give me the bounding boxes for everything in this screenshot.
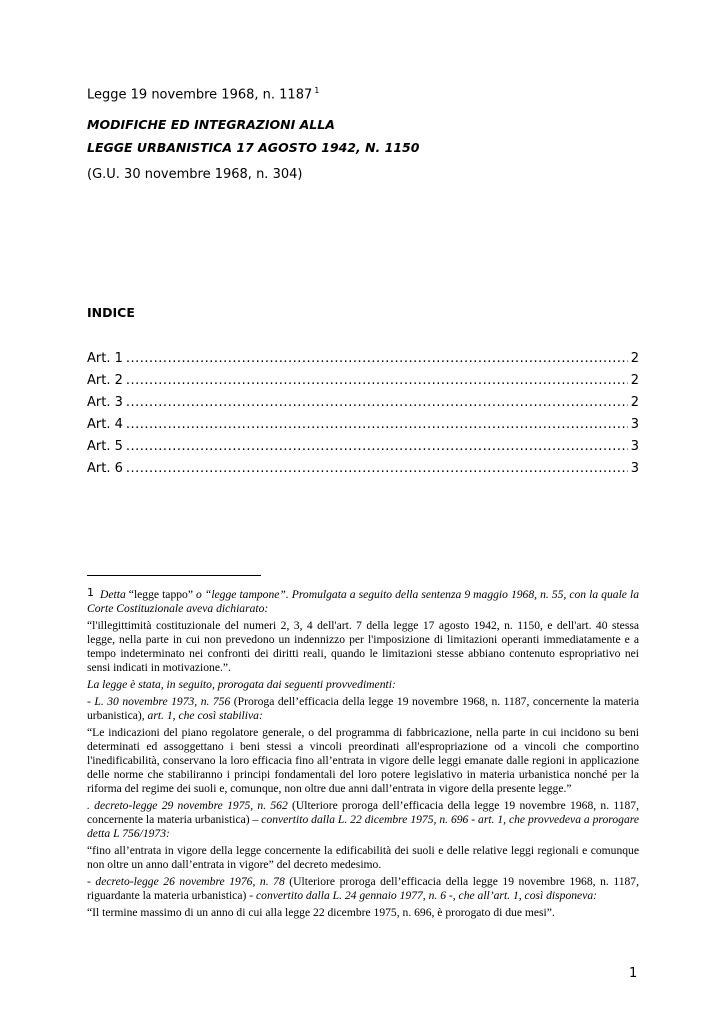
toc-entry-page: 3 — [630, 417, 639, 432]
toc-leader-dots — [126, 395, 628, 410]
footnote-quote-1976: “Il termine massimo di un anno di cui alla legge 22 dicembre 1975, n. 696, è prorogato di due mesi”. — [87, 906, 555, 919]
toc-entry-art-5[interactable] — [87, 439, 639, 454]
document-subtitle-line-1: MODIFICHE ED INTEGRAZIONI ALLA — [87, 117, 335, 132]
toc-entry-label: Art. 4 — [87, 417, 123, 432]
toc-entry-page: 2 — [630, 395, 639, 410]
footnote-quote-court-ruling: “l'illegittimità costituzionale del numeri 2, 3, 4 dell'art. 7 della legge 17 agosto 1942, n. 1150, e dell'art. 40 stessa legge, nella parte in cui non prevedono un indennizzo per l'imposizione di limitazioni operanti immediatamente e a tempo indeterminato nei confronti dei diritti reali, quando le limitazioni stesse abbiano contenuto espropriativo nei sensi indicati in motivazione.”. — [87, 619, 639, 674]
footnote-block — [87, 586, 639, 923]
toc-entry-label: Art. 5 — [87, 439, 123, 454]
document-subtitle-line-2: LEGGE URBANISTICA 17 AGOSTO 1942, N. 1150 — [87, 140, 420, 155]
law-title — [87, 86, 319, 102]
toc-leader-dots — [126, 461, 628, 476]
index-heading: INDICE — [87, 305, 135, 320]
toc-entry-label: Art. 6 — [87, 461, 123, 476]
toc-entry-label: Art. 3 — [87, 395, 123, 410]
footnote-quote-1973: “Le indicazioni del piano regolatore generale, o del programma di fabbricazione, nella parte in cui incidono su beni determinati ed assoggettano i beni stessi a vincoli preordinati all'espropriazione od a vincoli che comportino l'inedificabilità, conservano la loro efficacia fino all’entrata in vigore delle leggi emanate dalle regioni in applicazione delle norme che stabiliranno i principi fondamentali del loro potere legislativo in materia urbanistica nonché per la riforma del regime dei suoli e, comunque, non oltre due anni dall’entrata in vigore della presente legge.” — [87, 726, 639, 795]
footnote-prorogation-intro: La legge è stata, in seguito, prorogata dai seguenti provvedimenti: — [87, 678, 396, 691]
page-number: 1 — [629, 966, 638, 981]
toc-entry-label: Art. 1 — [87, 351, 123, 366]
toc-entry-page: 3 — [630, 461, 639, 476]
footnote-prorogation-item-1: - L. 30 novembre 1973, n. 756 (Proroga dell’efficacia della legge 19 novembre 1968, n. 1187, concernente la materia urbanistica), art. 1, che così stabiliva: — [87, 695, 639, 722]
footnote-prorogation-item-2: . decreto-legge 29 novembre 1975, n. 562 (Ulteriore proroga dell’efficacia della legge 19 novembre 1968, n. 1187, concernente la materia urbanistica) – convertito dalla L. 22 dicembre 1975, n. 696 - art. 1, che provvedeva a prorogare detta L 756/1973: — [87, 799, 640, 840]
footnote-intro: 1 Detta “legge tappo” o “legge tampone”. Promulgata a seguito della sentenza 9 maggio 1968, n. 55, con la quale la Corte Costituzionale aveva dichiarato: — [87, 586, 639, 615]
toc-leader-dots — [126, 373, 628, 388]
footnote-separator — [87, 575, 261, 576]
toc-leader-dots — [126, 439, 628, 454]
toc-entry-art-1[interactable] — [87, 351, 639, 366]
toc-entry-page: 3 — [630, 439, 639, 454]
toc-entry-page: 2 — [630, 373, 639, 388]
gazette-reference: (G.U. 30 novembre 1968, n. 304) — [87, 167, 303, 182]
footnote-number: 1 — [87, 586, 94, 599]
toc-entry-art-3[interactable] — [87, 395, 639, 410]
toc-entry-art-2[interactable] — [87, 373, 639, 388]
toc-leader-dots — [126, 417, 628, 432]
footnote-prorogation-item-3: - decreto-legge 26 novembre 1976, n. 78 (Ulteriore proroga dell’efficacia della legge 19 novembre 1968, n. 1187, riguardante la materia urbanistica) - convertito dalla L. 24 gennaio 1977, n. 6 -, che all’art. 1, così disponeva: — [87, 875, 640, 902]
law-title-text: Legge 19 novembre 1968, n. 1187 — [87, 87, 313, 103]
toc-entry-page: 2 — [630, 351, 639, 366]
toc-leader-dots — [126, 351, 628, 366]
toc-entry-art-4[interactable] — [87, 417, 639, 432]
toc-entry-art-6[interactable] — [87, 461, 639, 476]
toc-entry-label: Art. 2 — [87, 373, 123, 388]
footnote-quote-1975: “fino all’entrata in vigore della legge concernente la edificabilità dei suoli e delle relative leggi regionali e comunque non oltre un anno dall’entrata in vigore” del decreto medesimo. — [87, 844, 639, 871]
footnote-reference[interactable]: 1 — [314, 86, 320, 95]
